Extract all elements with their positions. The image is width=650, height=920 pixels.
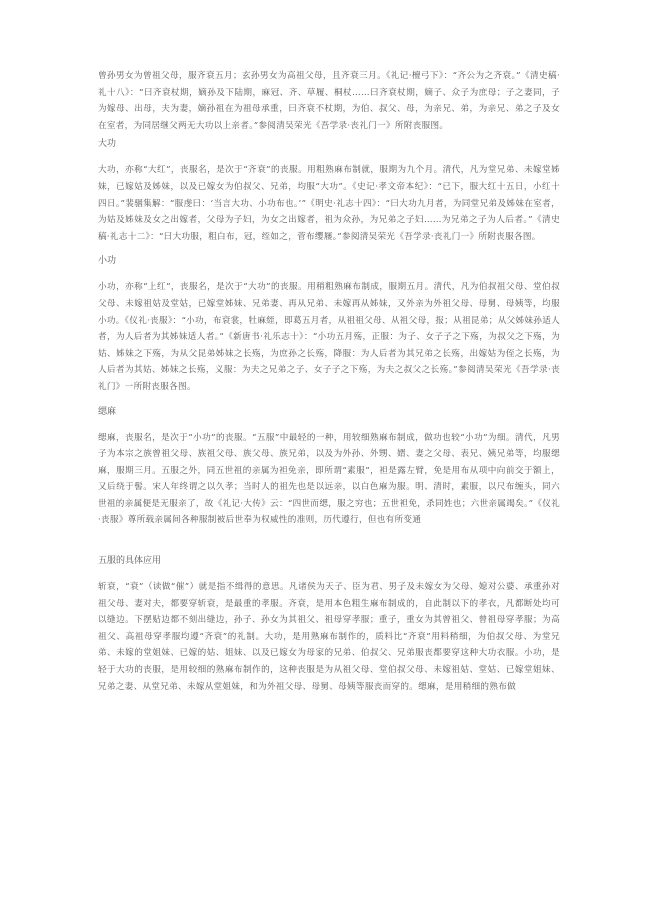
paragraph-dagong: 大功，亦称“大红”，丧服名，是次于“齐衰”的丧服。用粗熟麻布制就，服期为九个月。清代，凡为堂兄弟、未嫁堂姊妹，已嫁姑及姊妹，以及已嫁女为伯叔父、兄弟，均服“大功”。《史记·孝文帝本纪》：“已下，服大红十五日，小红十四日。”裴骃集解：“服虔曰：‘当言大功、小功布也。’”《明史·礼志十四》：“曰大功九月者，为同堂兄弟及姊妹在室者，为姑及姊妹及女之出嫁者，父母为子妇，为女之出嫁者，祖为众孙，为兄弟之子妇……为兄弟之子为人后者。”《清史稿·礼志十二》：“曰大功服，粗白布，冠，绖如之，菅布缨屦。”参阅清吴荣光《吾学录·丧礼门一》所附丧服各图。 (98, 165, 560, 242)
paragraph-sima: 缌麻，丧服名，是次于“小功”的丧服。“五服”中最轻的一种，用较细熟麻布制成，做功也较“小功”为细。清代，凡男子为本宗之族曾祖父母、族祖父母、族父母、族兄弟，以及为外孙、外甥、婿、妻之父母、表兄、姨兄弟等，均服缌麻，服期三月。五服之外，同五世祖的亲属为袒免亲，即所谓“素服”，袒是露左臂，免是用布从项中向前交于额上，又后绕于髻。宋人年终谓之以久孝；当时人的祖先也是以远亲，以白色麻为服。明、清时，素服，以尺布缠头，同六世祖的亲属便是无服亲了，故《礼记·大传》云：“四世而缌，服之穷也；五世袒免，杀同姓也；六世亲属竭矣。”《仪礼·丧服》尊所载亲属间各种服制被后世奉为权威性的准则，历代遵行，但也有所变通 (98, 432, 560, 526)
heading-xiaogong: 小功 (98, 256, 117, 267)
paragraph-xiaogong: 小功，亦称“上红”，丧服名，是次于“大功”的丧服。用稍粗熟麻布制成，服期五月。清代，凡为伯叔祖父母、堂伯叔父母、未嫁祖姑及堂姑，已嫁堂姊妹、兄弟妻、再从兄弟、未嫁再从姊妹，又外亲为外祖父母、母舅、母姨等，均服小功。《仪礼·丧服》：“小功，布衰裳，牡麻絰，即葛五月者，从祖祖父母、从祖父母，报；从祖昆弟；从父姊妹孙适人者，为人后者为其姊妹适人者。”《新唐书·礼乐志十》：“小功五月殇，正服：为子、女子子之下殇，为叔父之下殇，为姑、姊妹之下殇，为从父昆弟姊妹之长殇，为庶孙之长殇，降服：为人后者为其兄弟之长殇，出嫁姑为侄之长殇，为人后者为其姑、姊妹之长殇，义服：为夫之兄弟之子、女子子之下殇，为夫之叔父之长殇。”参阅清吴荣光《吾学录·丧礼门》一所附丧服各图。 (98, 282, 560, 392)
heading-sima: 缌麻 (98, 406, 117, 417)
heading-wufu: 五服的具体应用 (98, 556, 162, 567)
paragraph-wufu: 斩衰，“衰”（读做“催”）就是指不缉得的意思。凡诸侯为天子、臣为君、男子及未嫁女为父母、媳对公婆、承重孙对祖父母、妻对夫，都要穿斩衰，是最重的孝服。齐衰，是用本色粗生麻布制成的，自此制以下的孝衣，凡都断处均可以缝边。下摆贴边都不刻出缝边，孙子、孙女为其祖父、祖母穿孝服；重子，重女为其曾祖父、曾祖母穿孝服；为高祖父、高祖母穿孝服均遵“齐衰”的礼制。大功，是用熟麻布制作的，质料比“齐衰”用料稍细，为伯叔父母、为堂兄弟、未嫁的堂姐妹、已嫁的姑、姐妹、以及已嫁女为母家的兄弟、伯叔父、兄弟服丧都要穿这种大功衣服。小功，是轻于大功的丧服，是用较细的熟麻布制作的，这种丧服是为从祖父母、堂伯叔父母、未嫁祖姑、堂姑、已嫁堂姐妹、兄弟之妻、从堂兄弟、未嫁从堂姐妹，和为外祖父母、母舅、母姨等服丧而穿的。缌麻，是用稍细的熟布做 (98, 582, 560, 692)
paragraph-intro: 曾孙男女为曾祖父母，服齐衰五月；玄孙男女为高祖父母，且齐衰三月。《礼记·檀弓下》：“齐公为之齐衰。”《清史稿·礼十八》：“曰齐衰杖期，嫡孙及下陆期，麻冠、齐、草履、桐杖……曰齐衰杖期，嫡子、众子为庶母；子之妻同，子为嫁母、出母，夫为妻，嫡孙祖在为祖母承重，曰齐衰不杖期，为伯、叔父、母，为亲兄、弟，为亲兄、弟之子及女在室者，为同居继父两无大功以上亲者。”参阅清吴荣光《吾学录·丧礼门一》所附丧服图。 (98, 71, 560, 131)
heading-dagong: 大功 (98, 139, 117, 150)
document-body (98, 68, 560, 695)
